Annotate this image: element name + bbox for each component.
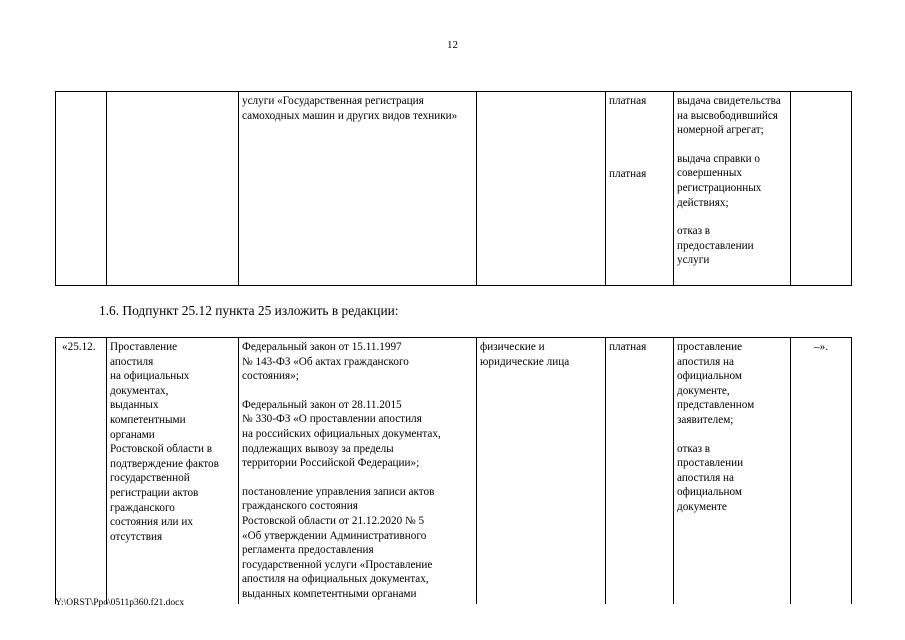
- continuation-table: [55, 91, 852, 286]
- result-text: выдача справки о совершенных регистрационных действиях;: [677, 152, 762, 209]
- cell-service-name: Проставление апостиля на официальных документах, выданных компетентными органами Ростовской области в подтверждение фактов государственной регистрации актов гражданского состояния или их отсутствия: [107, 338, 239, 604]
- table-row: [56, 338, 852, 604]
- cell-legal-basis: [239, 338, 477, 604]
- result-text: отказ в проставлении апостиля на официальном документе: [677, 442, 744, 513]
- result-text: выдача свидетельства на высвободившийся номерной агрегат;: [677, 95, 781, 137]
- cell-recipients: [477, 92, 606, 286]
- file-path-footer: Y:\ORST\Ppo\0511p360.f21.docx: [55, 598, 185, 608]
- cell-fee: [606, 92, 674, 286]
- table-row: [56, 92, 852, 286]
- page-number: 12: [447, 39, 458, 51]
- result-text: проставление апостиля на официальном документе, представленном заявителем;: [677, 341, 755, 426]
- cell-service-name: [107, 92, 239, 286]
- legal-act: постановление управления записи актов гражданского состояния Ростовской области от 21.12.2020 № 5 «Об утверждении Административного регламента предоставления государственной услуги «Проставление апостиля на официальных документах, выданных компетентными органами: [242, 485, 435, 600]
- cell-result: [674, 338, 791, 604]
- section-heading: 1.6. Подпункт 25.12 пункта 25 изложить в редакции:: [99, 303, 399, 318]
- cell-last: [791, 92, 852, 286]
- cell-fee: платная: [606, 338, 674, 604]
- cell-legal-basis: услуги «Государственная регистрация самоходных машин и других видов техники»: [239, 92, 477, 286]
- legal-act: Федеральный закон от 28.11.2015 № 330-ФЗ «О проставлении апостиля на российских официальных документах, подлежащих вывозу за пределы территории Российской Федерации»;: [242, 398, 441, 470]
- fee-text: платная: [609, 167, 647, 180]
- result-text: отказ в предоставлении услуги: [677, 225, 754, 267]
- cell-result: [674, 92, 791, 286]
- fee-text: платная: [609, 95, 647, 107]
- cell-number: «25.12.: [56, 338, 107, 604]
- legal-act: Федеральный закон от 15.11.1997 № 143-ФЗ «Об актах гражданского состояния»;: [242, 341, 409, 383]
- cell-number: [56, 92, 107, 286]
- service-table: [55, 337, 852, 604]
- cell-recipients: физические и юридические лица: [477, 338, 606, 604]
- cell-last: –».: [791, 338, 852, 604]
